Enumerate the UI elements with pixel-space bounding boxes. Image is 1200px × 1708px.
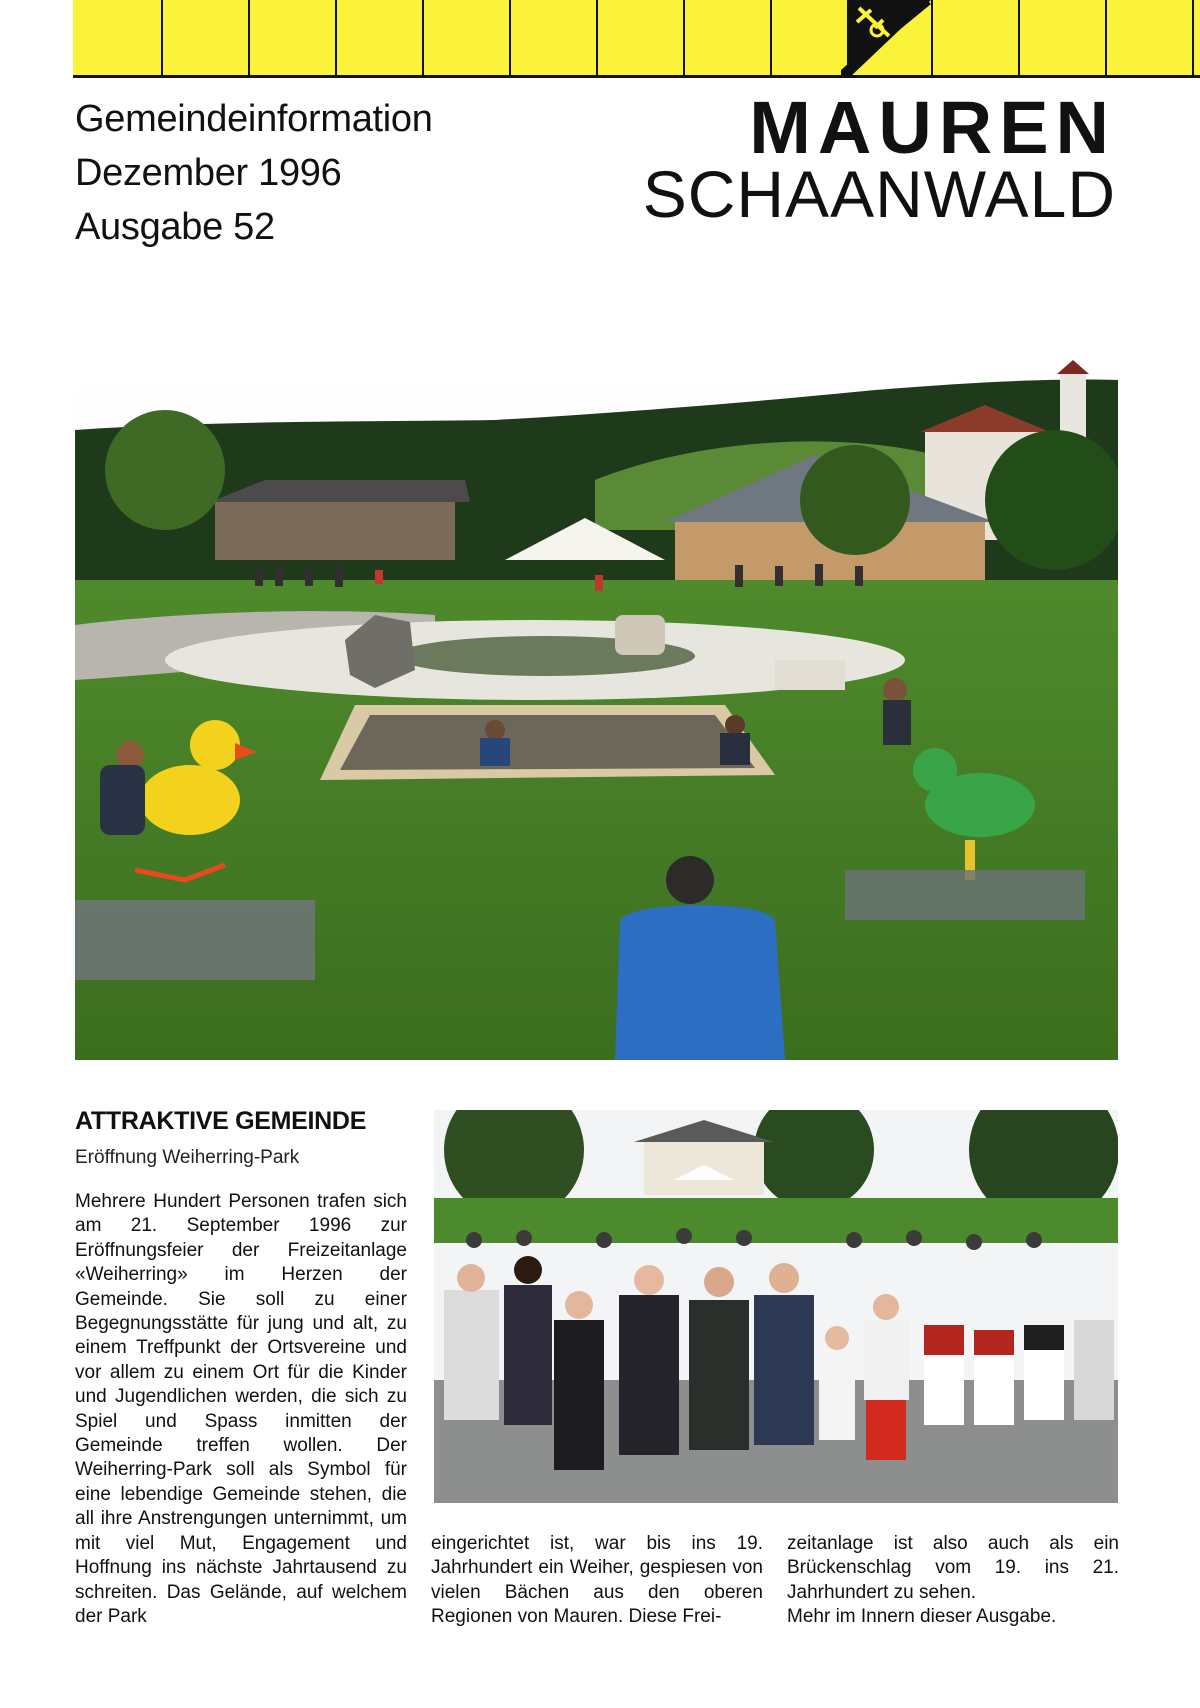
more-inside-note: Mehr im Innern dieser Ausgabe. (787, 1606, 1057, 1628)
article-subheadline: Eröffnung Weiherring-Park (75, 1147, 300, 1168)
issue-line-publication: Gemeindeinformation (75, 98, 433, 140)
band-divider (1192, 0, 1194, 78)
band-divider (1018, 0, 1020, 78)
article-headline: ATTRAKTIVE GEMEINDE (75, 1107, 367, 1135)
article-paragraph: Mehrere Hundert Personen trafen sich am 21. September 1996 zur Eröffnungsfeier der Freizeitanlage «Weiherring» im Herzen der Gemeinde. Sie soll zu einer Begegnungsstätte für jung und alt, zu einem Treffpunkt der Ortsvereine und vor allem zu einem Ort für die Kinder und Jugendlichen werden, die sich zu Spiel und Spass inmitten der Gemeinde treffen wollen. Der Weiherring-Park soll als Symbol für eine lebendige Gemeinde stehen, die all ihre Anstrengungen unternimmt, um mit viel Mut, Engagement und Hoffnung ins nächste Jahrtausend zu schreiten. Das Gelände, auf welchem der Park (75, 1191, 407, 1627)
band-divider (596, 0, 598, 78)
article-paragraph: zeitanlage ist also auch als ein Brückenschlag vom 19. ins 21. Jahrhundert zu sehen. (787, 1533, 1119, 1603)
band-divider (509, 0, 511, 78)
coat-of-arms-icon (841, 0, 931, 78)
band-divider (161, 0, 163, 78)
band-divider (683, 0, 685, 78)
band-divider (1105, 0, 1107, 78)
opening-ceremony-photo (434, 1110, 1118, 1503)
band-divider (422, 0, 424, 78)
band-divider (335, 0, 337, 78)
issue-info (75, 92, 433, 254)
masthead-title-schaanwald: SCHAANWALD (642, 157, 1116, 231)
article-column-2 (431, 1532, 763, 1630)
band-divider (248, 0, 250, 78)
masthead-title-mauren: MAUREN (749, 86, 1116, 169)
header-band (73, 0, 1200, 78)
article-column-1 (75, 1190, 407, 1629)
playground-photo (75, 360, 1118, 1060)
band-divider (931, 0, 933, 78)
band-divider (770, 0, 772, 78)
article-column-3 (787, 1532, 1119, 1630)
issue-line-date: Dezember 1996 (75, 152, 342, 194)
article-paragraph: eingerichtet ist, war bis ins 19. Jahrhundert ein Weiher, gespiesen von vielen Bächen aus den oberen Regionen von Mauren. Diese Frei- (431, 1533, 763, 1628)
issue-line-number: Ausgabe 52 (75, 206, 275, 248)
